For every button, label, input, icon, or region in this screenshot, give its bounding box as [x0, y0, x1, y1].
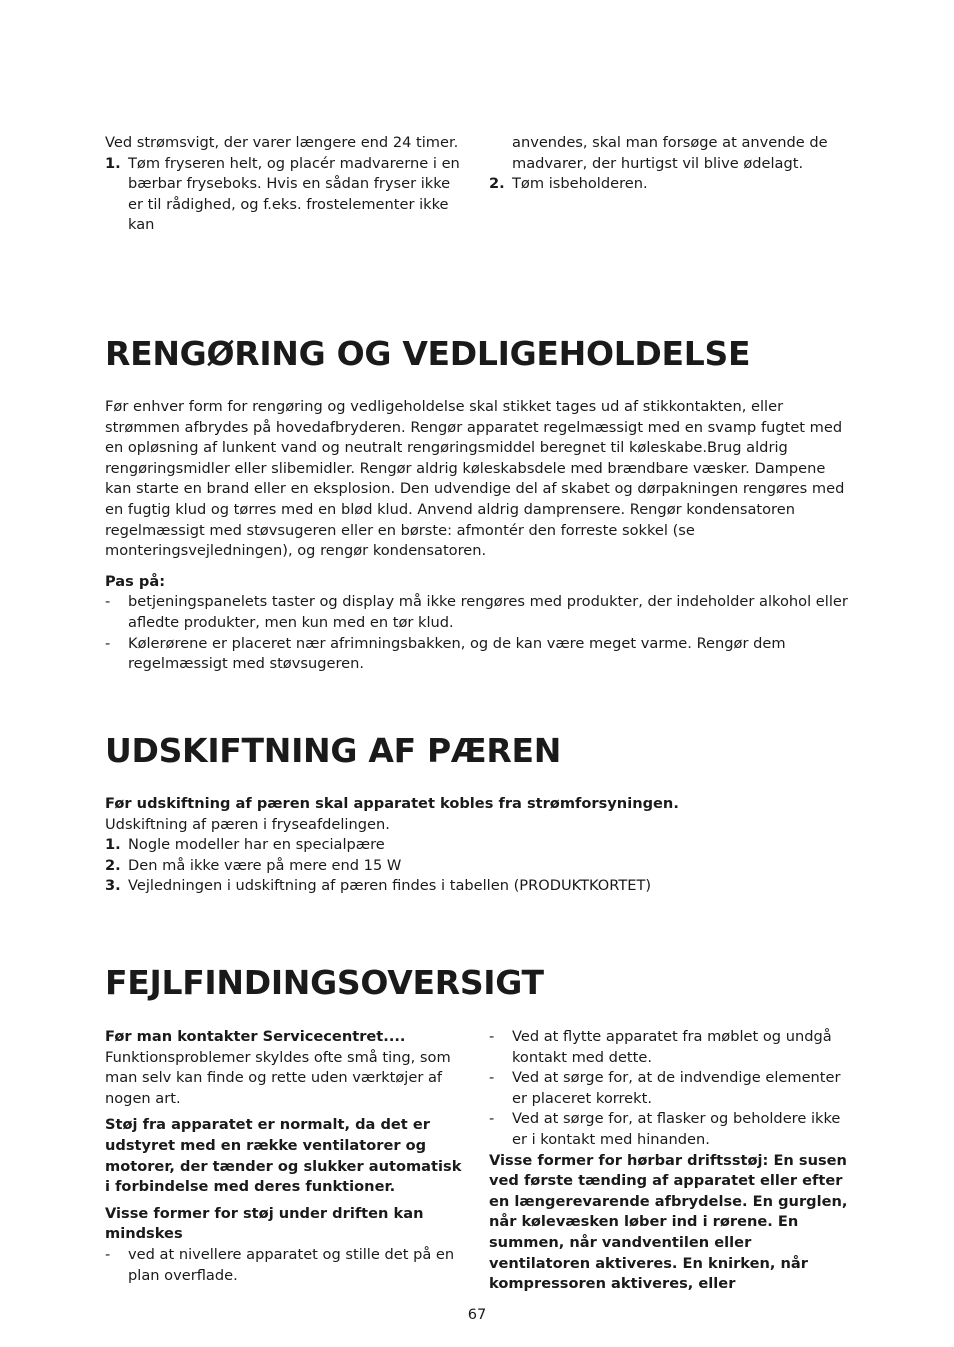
- step-number: 2.: [489, 175, 505, 193]
- step-text: anvendes, skal man forsøge at anvende de madvarer, der hurtigst vil blive ødelagt.: [512, 134, 828, 172]
- caution-item: [105, 592, 850, 633]
- noise-reduce-item: [489, 1027, 849, 1068]
- dash-bullet: -: [489, 1069, 495, 1087]
- dash-bullet: -: [105, 1245, 111, 1263]
- power-failure-step-1-continued: [489, 133, 849, 174]
- step-text: Tøm fryseren helt, og placér madvarerne i en bærbar fryseboks. Hvis en sådan fryser ikke er til rådighed, og f.eks. frostelementer ikke kan: [128, 154, 460, 234]
- power-failure-intro: Ved strømsvigt, der varer længere end 24 timer.: [105, 134, 459, 151]
- noise-reduce-item: [105, 1245, 465, 1286]
- dash-bullet: -: [489, 1028, 495, 1045]
- power-failure-step-1: [105, 154, 465, 236]
- audible-noise-text: Visse former for hørbar driftsstøj: En susen ved første tænding af apparatet eller efter en længerevarende afbrydelse. En gurglen, når kølevæsken løber ind i rørene. En summen, når vandventilen eller ventilatoren aktiveres. En knirken, når kompressoren aktiveres, eller: [489, 1151, 848, 1293]
- before-contact-text: Funktionsproblemer skyldes ofte små ting, som man selv kan finde og rette uden værktøjer af nogen art.: [105, 1048, 451, 1107]
- noise-reduce-label: Visse former for støj under driften kan mindskes: [105, 1204, 424, 1243]
- bulb-warning: Før udskiftning af pæren skal apparatet kobles fra strømforsyningen.: [105, 795, 679, 812]
- bulb-step-2: [105, 856, 850, 877]
- power-failure-step-2: [489, 174, 849, 195]
- step-number: 1.: [105, 154, 121, 172]
- bulb-section: [105, 794, 850, 897]
- cleaning-section: [105, 397, 850, 675]
- noise-normal-text: Støj fra apparatet er normalt, da det er udstyret med en række ventilatorer og motorer, der tænder og slukker automatisk i forbindelse med deres funktioner.: [105, 1116, 462, 1196]
- caution-label: Pas på:: [105, 572, 166, 590]
- step-text: Den må ikke være på mere end 15 W: [128, 856, 402, 874]
- noise-reduce-item-text: Ved at flytte apparatet fra møblet og undgå kontakt med dette.: [512, 1028, 832, 1066]
- step-text: Vejledningen i udskiftning af pæren findes i tabellen (PRODUKTKORTET): [128, 877, 652, 895]
- step-number: 3.: [105, 877, 121, 895]
- noise-reduce-item-text: ved at nivellere apparatet og stille det på en plan overflade.: [128, 1245, 455, 1284]
- caution-item-text: betjeningspanelets taster og display må ikke rengøres med produkter, der indeholder alkohol eller afledte produkter, men kun med en tør klud.: [128, 593, 848, 631]
- troubleshooting-heading: FEJLFINDINGSOVERSIGT: [105, 963, 544, 1002]
- step-text: Tøm isbeholderen.: [512, 175, 648, 193]
- cleaning-heading: RENGØRING OG VEDLIGEHOLDELSE: [105, 334, 751, 373]
- troubleshooting-right-column: [489, 1027, 849, 1295]
- caution-item-text: Kølerørene er placeret nær afrimningsbakken, og de kan være meget varme. Rengør dem regelmæssigt med støvsugeren.: [128, 634, 786, 673]
- dash-bullet: -: [105, 634, 111, 652]
- bulb-intro: Udskiftning af pæren i fryseafdelingen.: [105, 815, 390, 833]
- step-text: Nogle modeller har en specialpære: [128, 836, 385, 854]
- noise-reduce-item-text: Ved at sørge for, at flasker og beholdere ikke er i kontakt med hinanden.: [512, 1110, 841, 1148]
- dash-bullet: -: [489, 1110, 495, 1128]
- before-contact-label: Før man kontakter Servicecentret....: [105, 1028, 406, 1045]
- bulb-heading: UDSKIFTNING AF PÆREN: [105, 731, 562, 770]
- page-number: 67: [467, 1306, 487, 1323]
- step-number: 1.: [105, 836, 121, 854]
- caution-item: [105, 634, 850, 675]
- noise-reduce-item: [489, 1109, 849, 1150]
- step-number: 2.: [105, 856, 121, 874]
- noise-reduce-item-text: Ved at sørge for, at de indvendige elementer er placeret korrekt.: [512, 1069, 841, 1107]
- power-failure-right-column: [489, 133, 849, 195]
- bulb-step-1: [105, 835, 850, 856]
- power-failure-left-column: [105, 133, 465, 236]
- cleaning-body: Før enhver form for rengøring og vedligeholdelse skal stikket tages ud af stikkontakten, eller strømmen afbrydes på hovedafbryderen. Rengør apparatet regelmæssigt med en svamp fugtet med en opløsning af lunkent vand og neutralt rengøringsmiddel beregnet til køleskabe.Brug aldrig rengøringsmidler eller slibemidler. Rengør aldrig køleskabsdele med brændbare væsker. Dampene kan starte en brand eller en eksplosion. Den udvendige del af skabet og dørpakningen rengøres med en fugtig klud og tørres med en blød klud. Anvend aldrig damprensere. Rengør kondensatoren regelmæssigt med støvsugeren eller en børste: afmontér den forreste sokkel (se monteringsvejledningen), og rengør kondensatoren.: [105, 398, 845, 560]
- troubleshooting-left-column: [105, 1027, 465, 1286]
- noise-reduce-item: [489, 1068, 849, 1109]
- bulb-step-3: [105, 876, 850, 897]
- dash-bullet: -: [105, 593, 111, 611]
